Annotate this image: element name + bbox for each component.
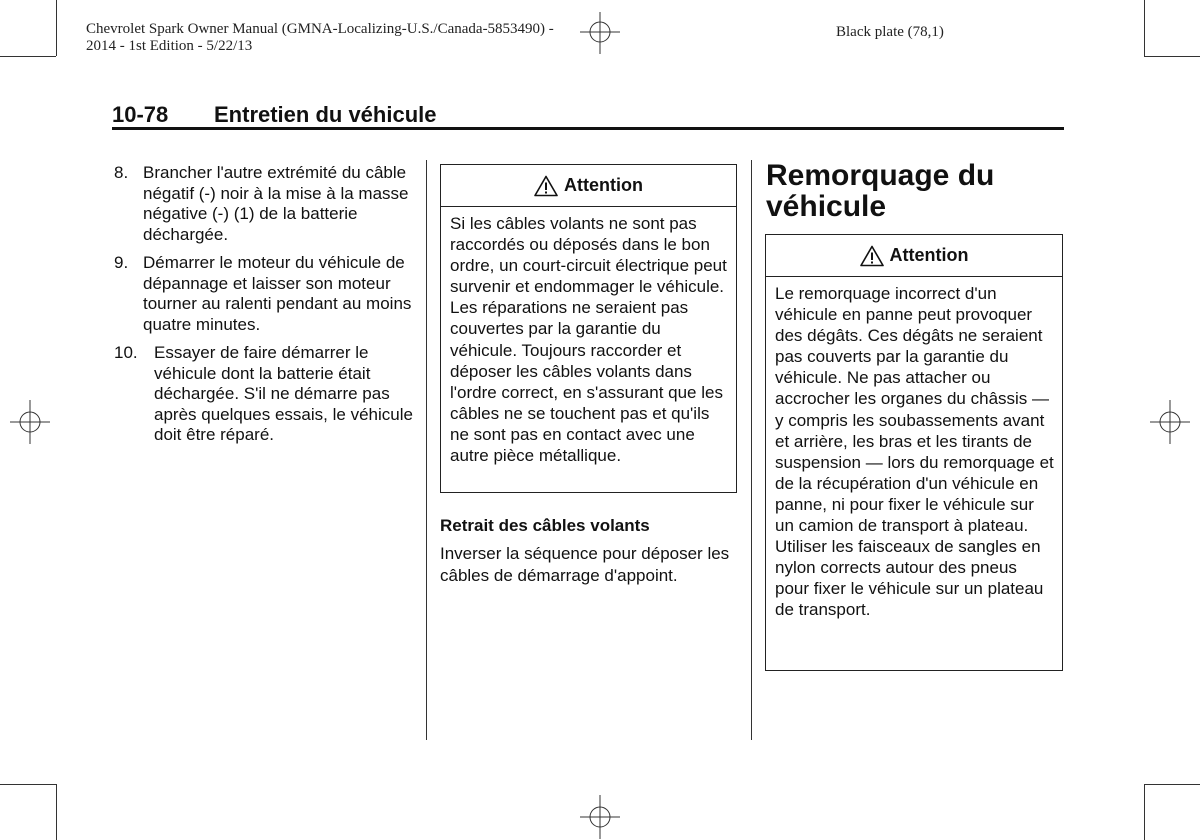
step-text: Essayer de faire démarrer le véhicule dont la batterie était déchargée. S'il ne démarre pas après quelques essais, le véhicule doit être réparé.	[154, 343, 413, 444]
towing-title	[766, 160, 1066, 222]
warning-box	[765, 234, 1063, 671]
registration-crosshair-icon	[576, 795, 624, 839]
registration-crosshair-icon	[6, 400, 54, 444]
towing-title-line2: véhicule	[766, 190, 887, 223]
towing-title-line1: Remorquage du	[766, 159, 995, 192]
header-rule	[112, 127, 1064, 130]
warning-title: Attention	[889, 245, 969, 265]
column-divider	[426, 160, 427, 740]
page-number: 10-78	[112, 102, 169, 127]
warning-title: Attention	[564, 175, 643, 195]
steps-column	[114, 163, 414, 454]
plate-label: Black plate (78,1)	[836, 24, 944, 40]
crop-mark	[1144, 0, 1145, 56]
warning-triangle-icon	[534, 175, 558, 197]
step-text: Brancher l'autre extrémité du câble négatif (-) noir à la mise à la masse négative (-) (1) de la batterie déchargée.	[143, 163, 409, 244]
crop-mark	[56, 0, 57, 56]
steps-list	[114, 163, 414, 446]
list-item	[114, 253, 414, 335]
step-number: 10.	[114, 343, 138, 362]
step-text: Démarrer le moteur du véhicule de dépannage et laisser son moteur tourner au ralenti pendant au moins quatre minutes.	[143, 253, 412, 334]
crop-mark	[0, 784, 56, 785]
crop-mark	[1144, 56, 1200, 57]
warning-header	[766, 235, 1062, 277]
warning-triangle-icon	[860, 245, 884, 267]
warning-text: Si les câbles volants ne sont pas raccordés ou déposés dans le bon ordre, un court-circuit électrique peut survenir et endommager le véhicule. Les réparations ne seraient pas couvertes par la garantie du véhicule. Toujours raccorder et déposer les câbles volants dans l'ordre correct, en s'assurant que les câbles ne se touchent pas et qu'ils ne sont pas en contact avec une autre pièce métallique.	[450, 214, 727, 466]
list-item	[114, 343, 414, 446]
warning-header	[441, 165, 736, 207]
crop-mark	[1144, 784, 1145, 840]
registration-crosshair-icon	[576, 10, 624, 54]
warning-box	[440, 164, 737, 493]
step-number: 8.	[114, 163, 129, 182]
print-meta-line1: Chevrolet Spark Owner Manual (GMNA-Localizing-U.S./Canada-5853490) -	[86, 21, 554, 37]
column-divider	[751, 160, 752, 740]
print-meta-line2: 2014 - 1st Edition - 5/22/13	[86, 38, 253, 54]
subheading: Retrait des câbles volants	[440, 516, 650, 535]
print-meta	[86, 21, 554, 55]
step-number: 9.	[114, 253, 129, 272]
warning-text: Le remorquage incorrect d'un véhicule en panne peut provoquer des dégâts. Ces dégâts ne seraient pas couverts par la garantie du véhicule. Ne pas attacher ou accrocher les organes du châssis — y compris les soubassements avant et arrière, les bras et les tirants de suspension — lors du remorquage et de la récupération d'un véhicule en panne, ni pour fixer le véhicule sur un camion de transport à plateau. Utiliser les faisceaux de sangles en nylon corrects autour des pneus pour fixer le véhicule sur un plateau de transport.	[775, 284, 1054, 620]
paragraph: Inverser la séquence pour déposer les câbles de démarrage d'appoint.	[440, 544, 730, 585]
crop-mark	[1144, 784, 1200, 785]
crop-mark	[56, 784, 57, 840]
crop-mark	[0, 56, 56, 57]
registration-crosshair-icon	[1146, 400, 1194, 444]
list-item	[114, 163, 414, 245]
section-title: Entretien du véhicule	[214, 102, 437, 127]
